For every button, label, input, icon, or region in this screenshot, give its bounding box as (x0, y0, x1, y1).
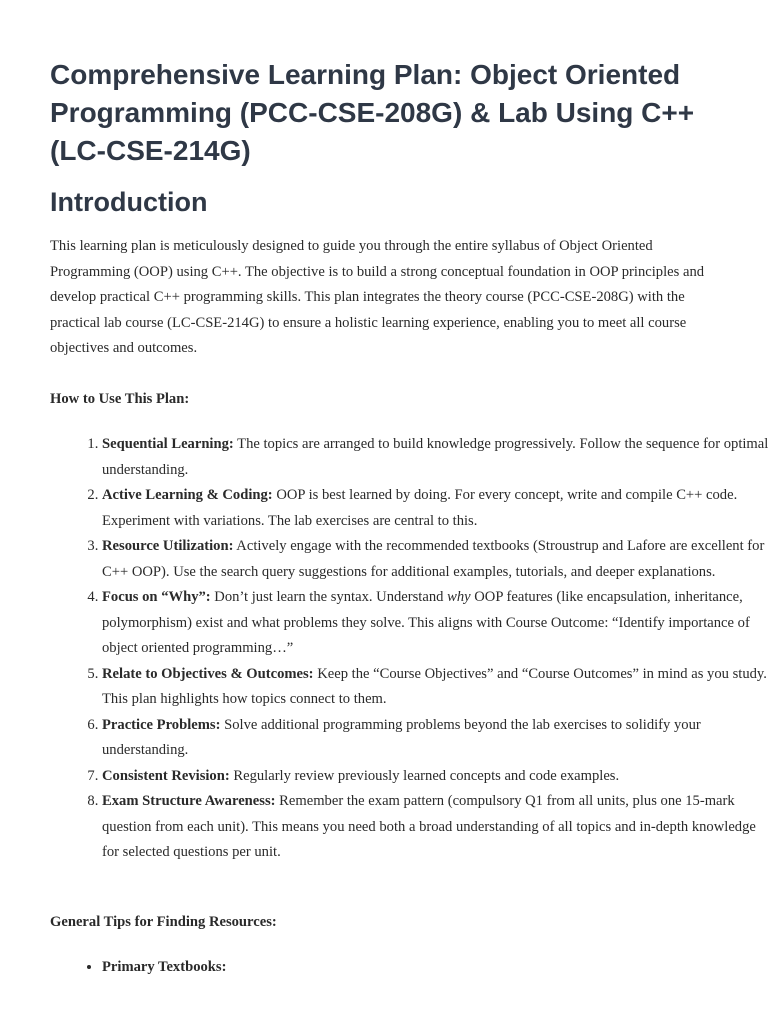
step-text: Keep the “Course Objectives” and “Course Outcomes” in mind as you study. This plan highlights how topics connect to them. (102, 665, 767, 707)
how-to-heading: How to Use This Plan: (50, 391, 190, 407)
step-text: The topics are arranged to build knowledge progressively. Follow the sequence for optimal understanding. (102, 436, 768, 478)
step-label: Active Learning & Coding: (102, 487, 273, 503)
list-item (102, 789, 768, 866)
page-title: Comprehensive Learning Plan: Object Oriented Programming (PCC-CSE-208G) & Lab Using C++ (LC-CSE-214G) (50, 59, 695, 166)
step-text: Don’t just learn the syntax. Understand (210, 589, 448, 605)
tips-heading: General Tips for Finding Resources: (50, 914, 277, 930)
step-label: Resource Utilization: (102, 538, 234, 554)
section-heading-introduction: Introduction (50, 187, 208, 217)
list-item (102, 955, 226, 981)
step-label: Relate to Objectives & Outcomes: (102, 665, 314, 682)
step-text: Regularly review previously learned concepts and code examples. (229, 767, 620, 784)
step-label: Consistent Revision: (102, 767, 230, 784)
resource-label: Primary Textbooks: (102, 959, 227, 975)
list-item (102, 534, 768, 585)
steps-list (50, 432, 768, 866)
step-label: Sequential Learning: (102, 436, 234, 452)
list-item (102, 764, 768, 790)
resources-list (50, 955, 226, 981)
list-item (102, 432, 768, 483)
list-item (102, 483, 768, 534)
step-text: Actively engage with the recommended textbooks (Stroustrup and Lafore are excellent for C++ OOP). Use the search query suggestions for additional examples, tutorials, and deeper explanations. (102, 538, 765, 580)
list-item (102, 585, 768, 662)
step-text: OOP features (like encapsulation, inheritance, polymorphism) exist and what problems they solve. This aligns with Course Outcome: “Identify importance of object oriented programming…” (102, 589, 750, 656)
list-item (102, 662, 768, 713)
step-text: Remember the exam pattern (compulsory Q1 from all units, plus one 15-mark question from each unit). This means you need both a broad understanding of all topics and in-depth knowledge for selected questions per unit. (102, 793, 756, 860)
intro-paragraph: This learning plan is meticulously designed to guide you through the entire syllabus of Object Oriented Programming (OOP) using C++. The objective is to build a strong conceptual foundation in OOP principles and develop practical C++ programming skills. This plan integrates the theory course (PCC-CSE-208G) with the practical lab course (LC-CSE-214G) to ensure a holistic learning experience, enabling you to meet all course objectives and outcomes. (50, 238, 705, 356)
step-label: Focus on “Why”: (102, 589, 211, 605)
step-emphasis: why (447, 589, 471, 605)
step-label: Practice Problems: (102, 716, 221, 733)
list-item (102, 713, 768, 764)
step-text: Solve additional programming problems beyond the lab exercises to solidify your understanding. (102, 716, 701, 758)
step-label: Exam Structure Awareness: (102, 793, 276, 809)
step-text: OOP is best learned by doing. For every concept, write and compile C++ code. Experiment with variations. The lab exercises are central to this. (102, 487, 738, 529)
